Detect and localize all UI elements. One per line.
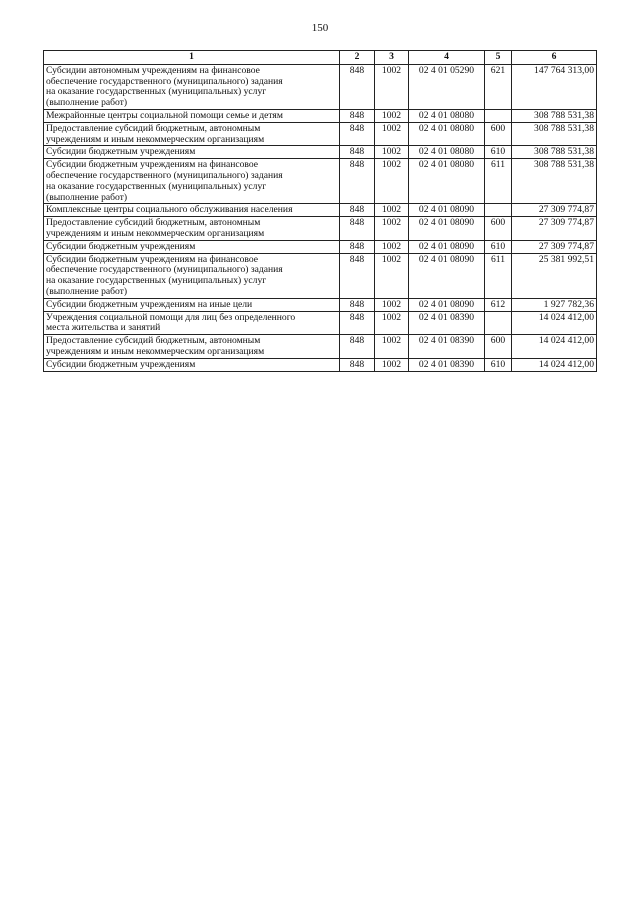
table-row — [44, 217, 597, 241]
row-name-cell: Предоставление субсидий бюджетным, автономным учреждениям и иным некоммерческим организациям — [44, 122, 340, 146]
row-amount-cell: 14 024 412,00 — [512, 358, 597, 371]
row-target-article-cell: 02 4 01 08390 — [409, 358, 485, 371]
row-target-article-cell: 02 4 01 08080 — [409, 122, 485, 146]
row-expense-type-cell: 610 — [485, 358, 512, 371]
table-row — [44, 335, 597, 359]
row-ved-cell: 848 — [340, 253, 375, 298]
row-ved-cell: 848 — [340, 335, 375, 359]
row-target-article-cell: 02 4 01 08080 — [409, 159, 485, 204]
budget-table — [43, 50, 597, 372]
row-ved-cell: 848 — [340, 240, 375, 253]
row-name-cell: Межрайонные центры социальной помощи семье и детям — [44, 109, 340, 122]
table-row — [44, 204, 597, 217]
table-body — [44, 64, 597, 371]
row-ved-cell: 848 — [340, 122, 375, 146]
row-ved-cell: 848 — [340, 358, 375, 371]
row-target-article-cell: 02 4 01 08080 — [409, 146, 485, 159]
row-expense-type-cell: 600 — [485, 122, 512, 146]
row-target-article-cell: 02 4 01 08390 — [409, 335, 485, 359]
row-ved-cell: 848 — [340, 109, 375, 122]
table-row — [44, 109, 597, 122]
row-amount-cell: 27 309 774,87 — [512, 240, 597, 253]
row-amount-cell: 147 764 313,00 — [512, 64, 597, 109]
row-section-cell: 1002 — [375, 217, 409, 241]
row-name-cell: Субсидии бюджетным учреждениям на финансовое обеспечение государственного (муниципального) задания на оказание государственных (муниципальных) услуг (выполнение работ) — [44, 159, 340, 204]
column-header-1: 1 — [44, 51, 340, 65]
row-name-cell: Субсидии бюджетным учреждениям — [44, 240, 340, 253]
row-expense-type-cell: 600 — [485, 217, 512, 241]
row-amount-cell: 14 024 412,00 — [512, 335, 597, 359]
table-row — [44, 159, 597, 204]
table-row — [44, 311, 597, 335]
row-section-cell: 1002 — [375, 159, 409, 204]
page-number: 150 — [311, 22, 329, 34]
row-amount-cell: 25 381 992,51 — [512, 253, 597, 298]
column-header-2: 2 — [340, 51, 375, 65]
row-name-cell: Предоставление субсидий бюджетным, автономным учреждениям и иным некоммерческим организациям — [44, 217, 340, 241]
table-row — [44, 146, 597, 159]
row-expense-type-cell: 621 — [485, 64, 512, 109]
row-name-cell: Субсидии бюджетным учреждениям на иные цели — [44, 298, 340, 311]
row-expense-type-cell: 612 — [485, 298, 512, 311]
row-name-cell: Субсидии автономным учреждениям на финансовое обеспечение государственного (муниципального) задания на оказание государственных (муниципальных) услуг (выполнение работ) — [44, 64, 340, 109]
column-header-4: 4 — [409, 51, 485, 65]
table-row — [44, 64, 597, 109]
row-amount-cell: 308 788 531,38 — [512, 109, 597, 122]
row-target-article-cell: 02 4 01 08090 — [409, 204, 485, 217]
row-amount-cell: 308 788 531,38 — [512, 146, 597, 159]
row-amount-cell: 14 024 412,00 — [512, 311, 597, 335]
table-row — [44, 240, 597, 253]
row-expense-type-cell — [485, 311, 512, 335]
row-amount-cell: 27 309 774,87 — [512, 217, 597, 241]
row-ved-cell: 848 — [340, 146, 375, 159]
row-expense-type-cell: 611 — [485, 253, 512, 298]
row-ved-cell: 848 — [340, 204, 375, 217]
row-section-cell: 1002 — [375, 109, 409, 122]
row-section-cell: 1002 — [375, 122, 409, 146]
row-target-article-cell: 02 4 01 08090 — [409, 240, 485, 253]
row-target-article-cell: 02 4 01 08390 — [409, 311, 485, 335]
row-ved-cell: 848 — [340, 64, 375, 109]
row-expense-type-cell: 610 — [485, 240, 512, 253]
row-ved-cell: 848 — [340, 217, 375, 241]
row-ved-cell: 848 — [340, 311, 375, 335]
row-target-article-cell: 02 4 01 08090 — [409, 298, 485, 311]
row-section-cell: 1002 — [375, 64, 409, 109]
row-target-article-cell: 02 4 01 08080 — [409, 109, 485, 122]
table-row — [44, 298, 597, 311]
row-expense-type-cell: 600 — [485, 335, 512, 359]
row-expense-type-cell — [485, 109, 512, 122]
row-expense-type-cell: 610 — [485, 146, 512, 159]
row-name-cell: Комплексные центры социального обслуживания населения — [44, 204, 340, 217]
row-section-cell: 1002 — [375, 298, 409, 311]
row-name-cell: Субсидии бюджетным учреждениям на финансовое обеспечение государственного (муниципального) задания на оказание государственных (муниципальных) услуг (выполнение работ) — [44, 253, 340, 298]
column-header-3: 3 — [375, 51, 409, 65]
row-expense-type-cell — [485, 204, 512, 217]
column-header-5: 5 — [485, 51, 512, 65]
row-section-cell: 1002 — [375, 240, 409, 253]
row-name-cell: Субсидии бюджетным учреждениям — [44, 146, 340, 159]
row-name-cell: Учреждения социальной помощи для лиц без определенного места жительства и занятий — [44, 311, 340, 335]
row-section-cell: 1002 — [375, 335, 409, 359]
row-section-cell: 1002 — [375, 253, 409, 298]
row-target-article-cell: 02 4 01 08090 — [409, 253, 485, 298]
row-target-article-cell: 02 4 01 05290 — [409, 64, 485, 109]
row-name-cell: Предоставление субсидий бюджетным, автономным учреждениям и иным некоммерческим организациям — [44, 335, 340, 359]
header-row — [44, 51, 597, 65]
row-section-cell: 1002 — [375, 311, 409, 335]
row-amount-cell: 1 927 782,36 — [512, 298, 597, 311]
row-ved-cell: 848 — [340, 159, 375, 204]
table-row — [44, 122, 597, 146]
row-section-cell: 1002 — [375, 358, 409, 371]
row-amount-cell: 308 788 531,38 — [512, 122, 597, 146]
row-amount-cell: 27 309 774,87 — [512, 204, 597, 217]
row-amount-cell: 308 788 531,38 — [512, 159, 597, 204]
table-row — [44, 253, 597, 298]
row-expense-type-cell: 611 — [485, 159, 512, 204]
row-section-cell: 1002 — [375, 146, 409, 159]
row-ved-cell: 848 — [340, 298, 375, 311]
table-header — [44, 51, 597, 65]
column-header-6: 6 — [512, 51, 597, 65]
table-row — [44, 358, 597, 371]
row-name-cell: Субсидии бюджетным учреждениям — [44, 358, 340, 371]
row-target-article-cell: 02 4 01 08090 — [409, 217, 485, 241]
row-section-cell: 1002 — [375, 204, 409, 217]
